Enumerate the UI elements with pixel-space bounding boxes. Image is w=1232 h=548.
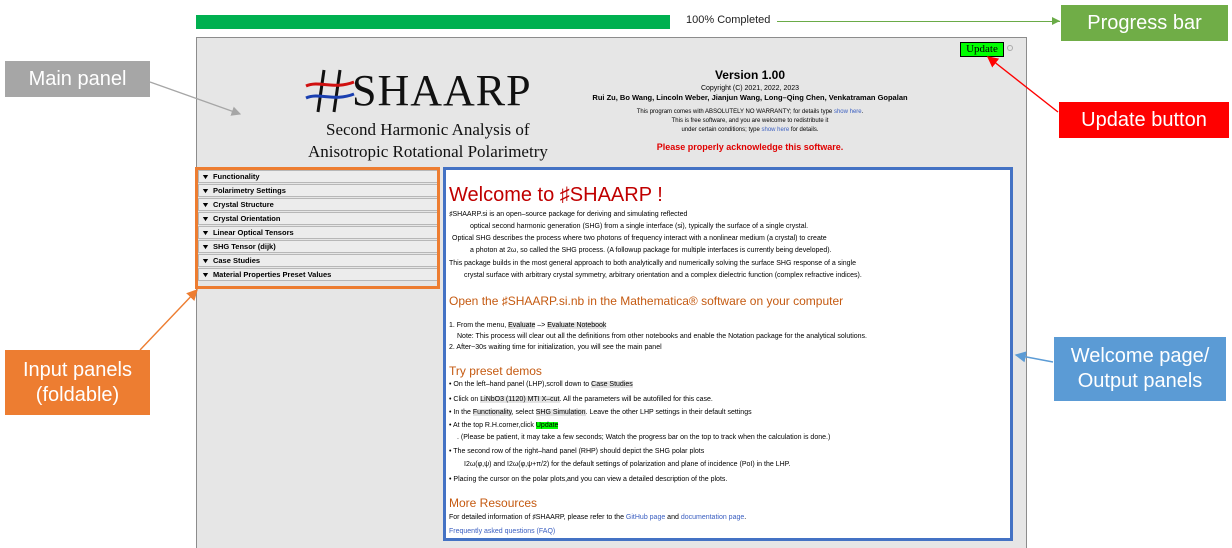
panel-label: Functionality bbox=[212, 172, 260, 181]
demo-step-1 bbox=[449, 381, 633, 388]
welcome-page[interactable] bbox=[443, 167, 1013, 541]
callout-update-button: Update button bbox=[1059, 102, 1229, 138]
step-text: • On the left–hand panel (LHP),scroll down to bbox=[449, 381, 592, 388]
authors-text: Rui Zu, Bo Wang, Lincoln Weber, Jianjun Wang, Long–Qing Chen, Venkatraman Gopalan bbox=[592, 93, 908, 102]
license-line1: This program comes with ABSOLUTELY NO WARRANTY; for details type bbox=[636, 109, 834, 115]
open-note: Note: This process will clear out all the definitions from other notebooks and enable the Notation package for the analytical solutions. bbox=[457, 333, 867, 340]
window-control-dot-icon[interactable] bbox=[1007, 45, 1013, 51]
progress-callout-connector bbox=[777, 21, 1060, 22]
input-panels-highlight bbox=[195, 167, 440, 289]
documentation-link[interactable]: documentation page bbox=[680, 514, 745, 521]
github-link[interactable]: GitHub page bbox=[625, 514, 666, 521]
panel-label: Linear Optical Tensors bbox=[212, 228, 294, 237]
license-line2: This is free software, and you are welcome to redistribute it bbox=[671, 118, 829, 124]
chevron-down-icon: ▼ bbox=[200, 272, 210, 279]
progress-bar bbox=[196, 15, 670, 29]
step-text: • At the top R.H.corner,click bbox=[449, 422, 536, 429]
logo-wordmark: SHAARP bbox=[352, 66, 532, 115]
open-step-2: 2. After~30s waiting time for initialization, you will see the main panel bbox=[449, 344, 662, 351]
version-info bbox=[560, 68, 940, 152]
resources-heading: More Resources bbox=[449, 496, 538, 510]
step-text: . All the parameters will be autofilled for this case. bbox=[559, 396, 713, 403]
chevron-down-icon: ▼ bbox=[200, 244, 210, 251]
step-text: for the default settings of polarization and plane of incidence (PoI) in the LHP. bbox=[549, 461, 791, 468]
demo-step-4-note: . (Please be patient, it may take a few seconds; Watch the progress bar on the top to track when the calculation is done.) bbox=[457, 434, 831, 441]
demo-step-3 bbox=[449, 409, 752, 416]
acknowledge-notice: Please properly acknowledge this software. bbox=[656, 142, 844, 152]
version-label: Version 1.00 bbox=[714, 68, 786, 82]
step-text: • Click on bbox=[449, 396, 481, 403]
callout-progress-bar: Progress bar bbox=[1061, 5, 1228, 41]
panel-label: SHG Tensor (dijk) bbox=[212, 242, 276, 251]
intro-line: Optical SHG describes the process where two photons of frequency interact with a nonlinear medium (a crystal) to create bbox=[452, 235, 827, 242]
polar-formula: I2ω(φ,ψ) and I2ω(φ,ψ+π/2) bbox=[464, 461, 550, 468]
callout-line: Output panels bbox=[1077, 370, 1203, 392]
input-panels-connector bbox=[140, 290, 197, 350]
step-text: • In the bbox=[449, 409, 473, 416]
intro-line: optical second harmonic generation (SHG) from a single interface (si), typically the surface of a single crystal. bbox=[470, 223, 809, 230]
chevron-down-icon: ▼ bbox=[200, 230, 210, 237]
resources-text bbox=[449, 514, 746, 521]
show-warranty-link[interactable]: show here bbox=[833, 109, 862, 115]
intro-line: a photon at 2ω, so called the SHG process. (A followup package for multiple interfaces is currently being developed). bbox=[470, 247, 832, 254]
chevron-down-icon: ▼ bbox=[200, 174, 210, 181]
copyright-text: Copyright (C) 2021, 2022, 2023 bbox=[700, 85, 800, 92]
progress-label: 100% Completed bbox=[686, 14, 771, 26]
panel-label: Case Studies bbox=[212, 256, 261, 265]
chevron-down-icon: ▼ bbox=[200, 188, 210, 195]
intro-line: ♯SHAARP.si is an open–source package for deriving and simulating reflected bbox=[449, 211, 688, 218]
chevron-down-icon: ▼ bbox=[200, 202, 210, 209]
demo-step-4 bbox=[449, 422, 558, 429]
linbo3-case-ref: LiNbO3 (1120) MTI X–cut bbox=[480, 396, 560, 403]
welcome-title: Welcome to ♯SHAARP ! bbox=[449, 184, 663, 206]
progress-callout-arrowhead bbox=[1052, 17, 1060, 25]
license-line1-end: . bbox=[861, 109, 864, 115]
demo-step-6: • Placing the cursor on the polar plots,and you can view a detailed description of the plots. bbox=[449, 476, 728, 483]
callout-line: Welcome page/ bbox=[1070, 345, 1210, 367]
open-step-1 bbox=[449, 322, 606, 329]
callout-welcome-page bbox=[1054, 337, 1226, 401]
resources-text-end: . bbox=[744, 514, 747, 521]
update-button[interactable]: Update bbox=[960, 42, 1004, 57]
functionality-ref: Functionality bbox=[472, 409, 512, 416]
resources-text-pre: For detailed information of ♯SHAARP, please refer to the bbox=[449, 514, 626, 521]
demo-step-2 bbox=[449, 396, 713, 403]
evaluate-menu-ref: Evaluate bbox=[508, 322, 536, 329]
update-ref: Update bbox=[535, 422, 559, 429]
step-text: –> bbox=[535, 322, 548, 329]
license-line3: under certain conditions; type bbox=[681, 127, 762, 133]
logo-subtitle-line2: Anisotropic Rotational Polarimetry bbox=[308, 142, 548, 161]
callout-line: Input panels bbox=[23, 358, 132, 381]
show-conditions-link[interactable]: show here bbox=[761, 127, 790, 133]
demo-step-5-formula bbox=[464, 461, 790, 468]
license-line3-end: for details. bbox=[789, 127, 819, 133]
panel-label: Crystal Structure bbox=[212, 200, 274, 209]
open-notebook-heading: Open the ♯SHAARP.si.nb in the Mathematica® software on your computer bbox=[449, 294, 844, 308]
chevron-down-icon: ▼ bbox=[200, 216, 210, 223]
callout-line: (foldable) bbox=[35, 383, 120, 406]
evaluate-notebook-ref: Evaluate Notebook bbox=[547, 322, 607, 329]
demo-step-5: • The second row of the right–hand panel (RHP) should depict the SHG polar plots bbox=[449, 448, 705, 455]
progress-bar-fill bbox=[196, 15, 670, 29]
shg-simulation-ref: SHG Simulation bbox=[535, 409, 586, 416]
chevron-down-icon: ▼ bbox=[200, 258, 210, 265]
logo-subtitle-line1: Second Harmonic Analysis of bbox=[326, 120, 530, 139]
faq-link[interactable]: Frequently asked questions (FAQ) bbox=[449, 528, 556, 535]
intro-line: crystal surface with arbitrary crystal symmetry, arbitrary orientation and a complex dielectric function (complex refractive indices). bbox=[464, 272, 862, 279]
panel-label: Material Properties Preset Values bbox=[212, 270, 332, 279]
step-text: , select bbox=[511, 409, 536, 416]
panel-label: Polarimetry Settings bbox=[212, 186, 286, 195]
intro-line: This package builds in the most general approach to both analytically and numerically solving the surface SHG response of a single bbox=[449, 260, 857, 267]
step-text: 1. From the menu, bbox=[449, 322, 509, 329]
resources-text-mid: and bbox=[665, 514, 681, 521]
callout-main-panel: Main panel bbox=[5, 61, 150, 97]
license-text bbox=[560, 108, 940, 135]
shaarp-hash-logo-icon bbox=[304, 68, 356, 114]
case-studies-ref: Case Studies bbox=[591, 381, 633, 388]
panel-label: Crystal Orientation bbox=[212, 214, 281, 223]
demos-heading: Try preset demos bbox=[449, 364, 542, 378]
callout-input-panels bbox=[5, 350, 150, 415]
step-text: . Leave the other LHP settings in their default settings bbox=[585, 409, 752, 416]
